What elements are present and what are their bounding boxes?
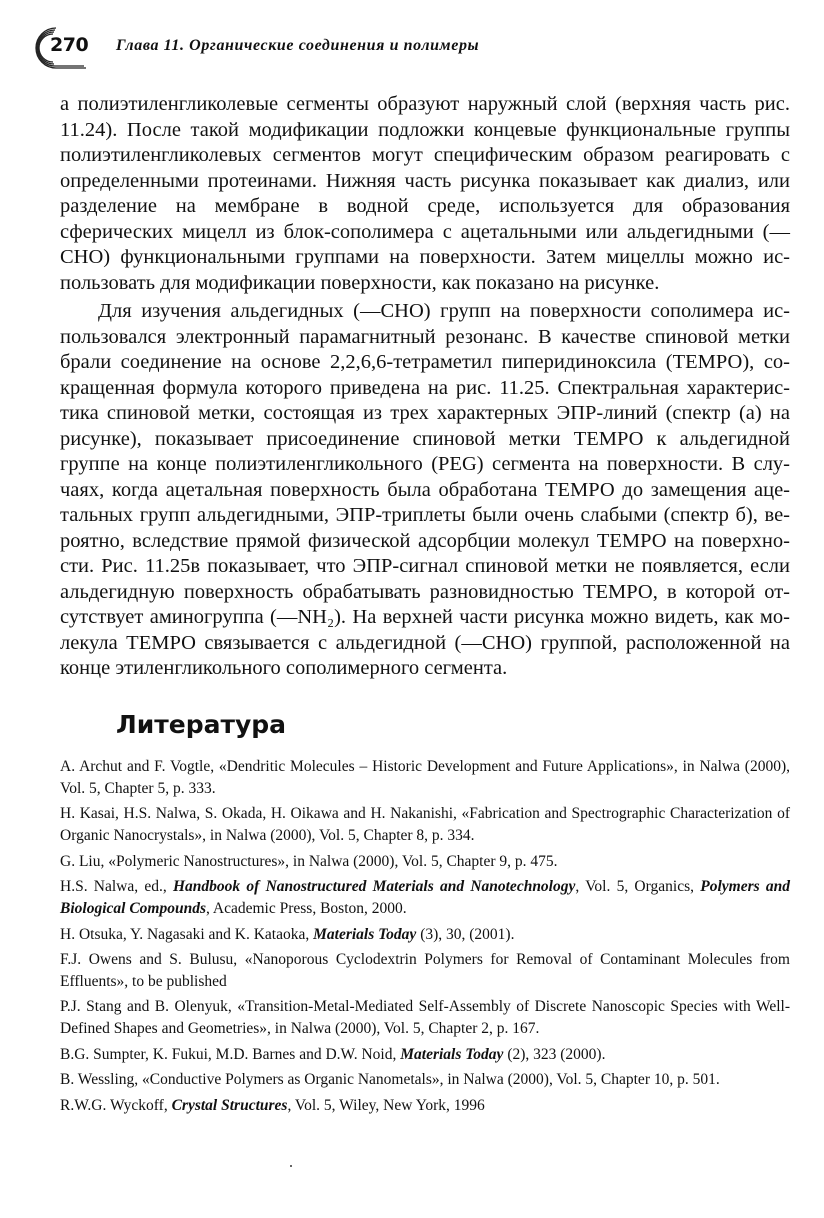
reference-item: F.J. Owens and S. Bulusu, «Nanoporous Cyclodextrin Polymers for Removal of Contaminant Molecules from Effluents», to be published xyxy=(60,950,790,990)
paragraph-2: Для изучения альдегидных (—СНО) групп на поверхности сополимера использовался электронный парамагнитный резонанс. В качестве спиновой метки брали соединение на основе 2,2,6,6-тетраметил пиперидиноксила (ТЕМРО), сокращенная формула которого приведена на рис. 11.25. Спектральная характеристика спиновой метки, состоящая из трех характерных ЭПР-линий (спектр (а) на рисунке), показывает присоединение спиновой метки ТЕМРО к альдегидной группе на конце полиэтиленгликольного (PEG) сегмента на поверхности. В случаях, когда ацетальная поверхность была обработана ТЕМРО до замещения ацетальных групп альдегидными, ЭПР-триплеты были очень слабыми (спектр б), вероятно, вследствие прямой физической адсорбции молекул ТЕМРО на поверхности. Рис. 11.25в показывает, что ЭПР-сигнал спиновой метки не появляется, если альдегидную поверхность обрабатывать разновидностью ТЕМРО, в которой отсутствует аминогруппа (—NH₂). На верхней части рисунка можно видеть, как молекула ТЕМРО связывается с альдегидной (—СНО) группой, расположенной на конце этиленгликольного сополимерного сегмента. xyxy=(60,300,790,679)
paragraph-1: а полиэтиленгликолевые сегменты образуют наружный слой (верхняя часть рис. 11.24). После такой модификации подложки концевые функциональные группы полиэтиленгликолевых сегментов могут специфическим образом реагировать с определенными протеинами. Нижняя часть рисунка показывает как диализ, или разделение на мембране в водной среде, используется для образования сферических мицелл из блок-сополимера с ацетальными или альдегидными (—СНО) функциональными группами на поверхности. Затем мицеллы можно использовать для модификации поверхности, как показано на рисунке. xyxy=(60,93,790,294)
reference-item: A. Archut and F. Vogtle, «Dendritic Molecules – Historic Development and Future Applications», in Nalwa (2000), Vol. 5, Chapter 5, p. 333. xyxy=(60,758,790,797)
body-text xyxy=(60,92,790,682)
reference-item: R.W.G. Wyckoff, Crystal Structures, Vol. 5, Wiley, New York, 1996 xyxy=(60,1096,485,1114)
reference-item: B. Wessling, «Conductive Polymers as Organic Nanometals», in Nalwa (2000), Vol. 5, Chapter 10, p. 501. xyxy=(60,1071,720,1089)
reference-item: B.G. Sumpter, K. Fukui, M.D. Barnes and D.W. Noid, Materials Today (2), 323 (2000). xyxy=(60,1045,606,1063)
reference-item: G. Liu, «Polymeric Nanostructures», in Nalwa (2000), Vol. 5, Chapter 9, p. 475. xyxy=(60,852,558,870)
scan-speck xyxy=(290,1165,292,1167)
references-heading: Литература xyxy=(116,710,287,739)
page-number-badge xyxy=(26,24,92,70)
running-head: Глава 11. Органические соединения и полимеры xyxy=(116,37,480,54)
reference-item: P.J. Stang and B. Olenyuk, «Transition-Metal-Mediated Self-Assembly of Discrete Nanoscopic Species with Well-Defined Shapes and Geometries», in Nalwa (2000), Vol. 5, Chapter 2, p. 167. xyxy=(60,998,790,1038)
reference-item: H. Otsuka, Y. Nagasaki and K. Kataoka, Materials Today (3), 30, (2001). xyxy=(60,925,515,943)
page-header xyxy=(26,24,806,74)
page-number: 270 xyxy=(50,34,89,56)
references-list xyxy=(60,756,790,1120)
reference-item: H.S. Nalwa, ed., Handbook of Nanostructured Materials and Nanotechnology, Vol. 5, Organics, Polymers and Biological Compounds, Academic Press, Boston, 2000. xyxy=(60,878,790,918)
reference-item: H. Kasai, H.S. Nalwa, S. Okada, H. Oikawa and H. Nakanishi, «Fabrication and Spectrographic Characterization of Organic Nanocrystals», in Nalwa (2000), Vol. 5, Chapter 8, p. 334. xyxy=(60,805,790,845)
